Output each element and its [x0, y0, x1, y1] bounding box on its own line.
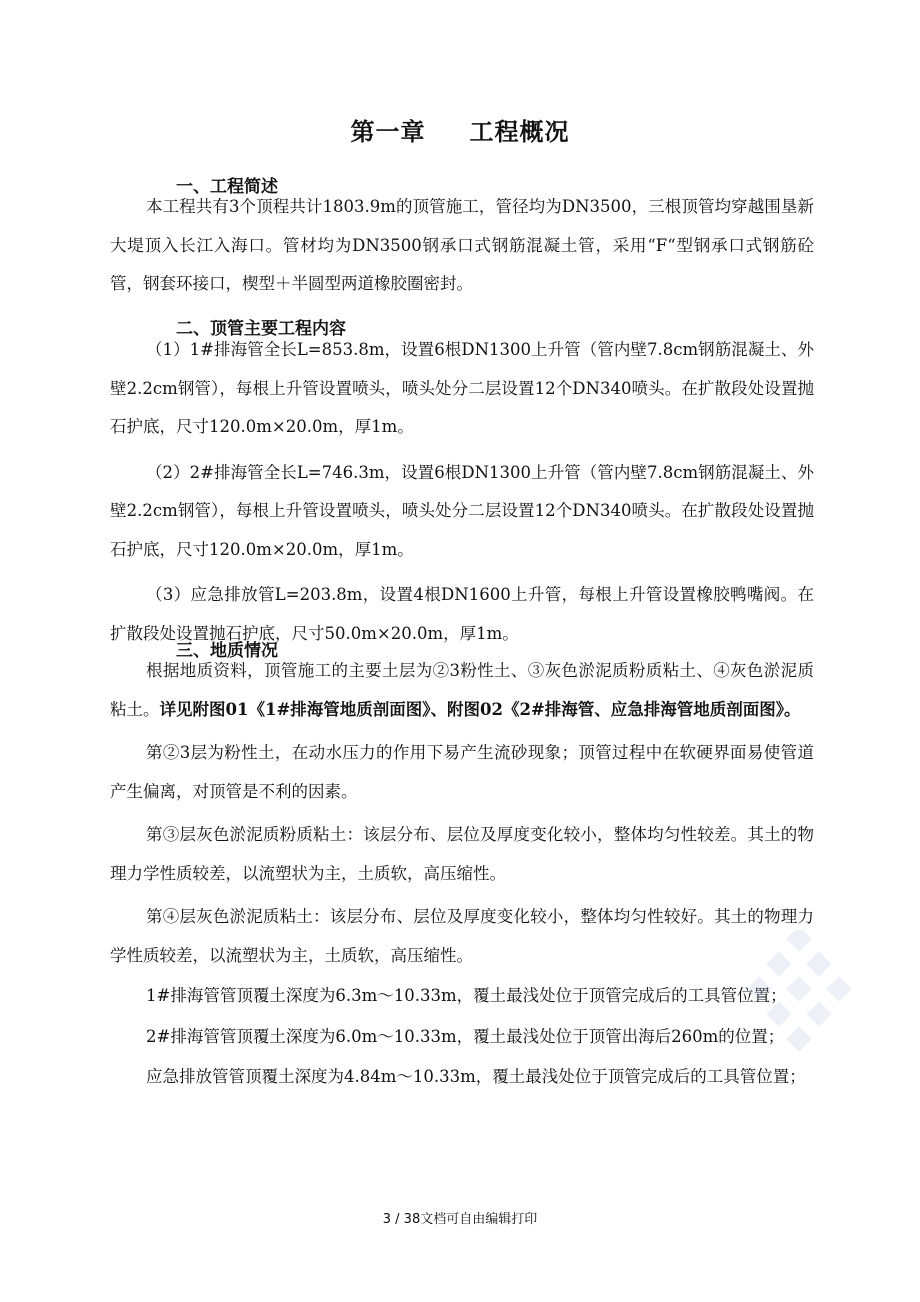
paragraph: 第③层灰色淤泥质粉质粘土：该层分布、层位及厚度变化较小，整体均匀性较差。其土的物理力学性质较差，以流塑状为主，土质软，高压缩性。 [110, 825, 814, 883]
section-heading-2: 二、顶管主要工程内容 [176, 319, 346, 339]
section-heading-3: 三、地质情况 [176, 641, 278, 661]
section-body-3 [110, 652, 814, 1097]
paragraph: 本工程共有3个顶程共计1803.9m的顶管施工，管径均为DN3500，三根顶管均穿越围垦新大堤顶入长江入海口。管材均为DN3500钢承口式钢筋混凝土管，采用“F“型钢承口式钢筋砼管，钢套环接口，楔型＋半圆型两道橡胶圈密封。 [110, 197, 814, 293]
chapter-name: 工程概况 [469, 118, 570, 146]
paragraph: （1）1#排海管全长L=853.8m，设置6根DN1300上升管（管内壁7.8cm钢筋混凝土、外壁2.2cm钢管），每根上升管设置喷头，喷头处分二层设置12个DN340喷头。在扩散段处设置抛石护底，尺寸120.0m×20.0m，厚1m。 [110, 340, 814, 436]
chapter-number: 第一章 [350, 118, 426, 146]
paragraph: 2#排海管管顶覆土深度为6.0m～10.33m，覆土最浅处位于顶管出海后260m的位置； [146, 1026, 785, 1046]
paragraph [110, 652, 814, 729]
section-heading-1: 一、工程简述 [176, 177, 278, 197]
section-body-2 [110, 331, 814, 653]
paragraph: （3）应急排放管L=203.8m，设置4根DN1600上升管，每根上升管设置橡胶鸭嘴阀。在扩散段处设置抛石护底，尺寸50.0m×20.0m，厚1m。 [110, 585, 814, 643]
paragraph: 应急排放管管顶覆土深度为4.84m～10.33m，覆土最浅处位于顶管完成后的工具管位置； [146, 1067, 806, 1086]
section-body-1 [110, 188, 814, 304]
paragraph: 1#排海管管顶覆土深度为6.3m～10.33m，覆土最浅处位于顶管完成后的工具管位置； [146, 986, 787, 1005]
paragraph-text: 根据地质资料，顶管施工的主要土层为②3粉性土、③灰色淤泥质粉质粘土、④灰色淤泥质粘土。 [110, 661, 814, 719]
paragraph: 第②3层为粉性土，在动水压力的作用下易产生流砂现象；顶管过程中在软硬界面易使管道产生偏离，对顶管是不利的因素。 [110, 743, 814, 801]
watermark-decoration [730, 930, 880, 1060]
page-footer: 3 / 38文档可自由编辑打印 [382, 1212, 538, 1227]
paragraph: （2）2#排海管全长L=746.3m，设置6根DN1300上升管（管内壁7.8cm钢筋混凝土、外壁2.2cm钢管），每根上升管设置喷头，喷头处分二层设置12个DN340喷头。在扩散段处设置抛石护底，尺寸120.0m×20.0m，厚1m。 [110, 462, 814, 559]
figure-reference: 详见附图01《1#排海管地质剖面图》、附图02《2#排海管、应急排海管地质剖面图》。 [159, 699, 801, 719]
chapter-title [0, 112, 920, 147]
paragraph: 第④层灰色淤泥质粘土：该层分布、层位及厚度变化较小，整体均匀性较好。其土的物理力学性质较差，以流塑状为主，土质软，高压缩性。 [110, 907, 814, 965]
